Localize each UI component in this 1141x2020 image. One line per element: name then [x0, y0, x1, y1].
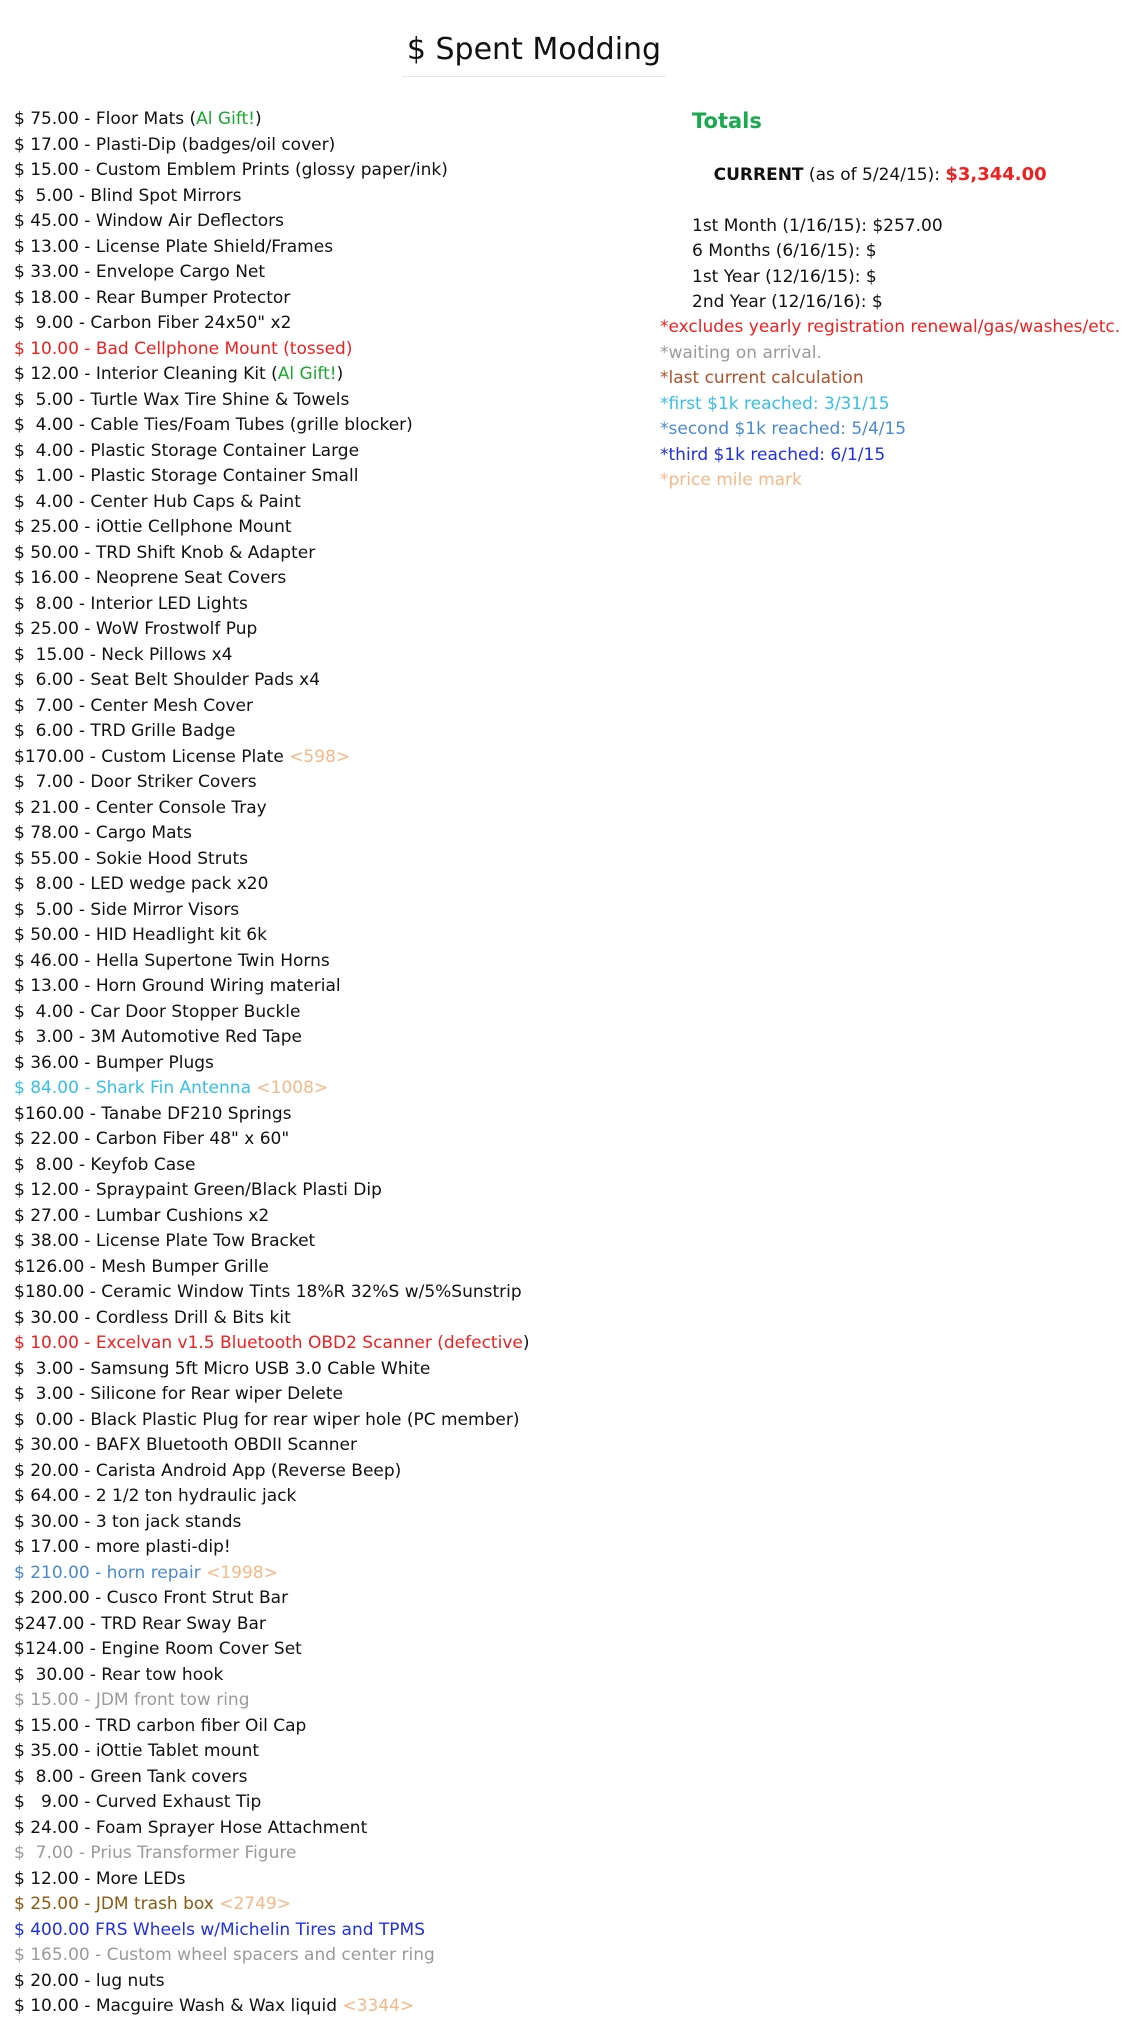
list-item-text: $ 6.00 - Seat Belt Shoulder Pads x4	[14, 670, 321, 690]
list-item	[14, 1535, 529, 1561]
list-item-text: $ 25.00 - WoW Frostwolf Pup	[14, 619, 258, 639]
list-item	[14, 439, 529, 465]
list-item	[14, 745, 529, 771]
list-item	[14, 311, 529, 337]
list-item-text: $ 12.00 - Spraypaint Green/Black Plasti Dip	[14, 1180, 382, 1200]
list-item	[14, 515, 529, 541]
list-item	[14, 1255, 529, 1281]
list-item-text: $ 3.00 - 3M Automotive Red Tape	[14, 1027, 302, 1047]
list-item-text: $ 7.00 - Door Striker Covers	[14, 772, 257, 792]
list-item-text: $ 35.00 - iOttie Tablet mount	[14, 1741, 260, 1761]
list-item	[14, 1892, 529, 1918]
list-item-text: $ 8.00 - Keyfob Case	[14, 1154, 196, 1175]
list-item-text: $ 13.00 - Horn Ground Wiring material	[14, 976, 341, 996]
list-item	[14, 1408, 529, 1434]
list-item-text: $ 3.00 - Silicone for Rear wiper Delete	[14, 1384, 343, 1404]
list-item	[14, 1357, 529, 1383]
list-item-text: $ 38.00 - License Plate Tow Bracket	[14, 1231, 316, 1251]
legend-notes	[660, 315, 1120, 494]
totals-heading: Totals	[692, 109, 762, 133]
list-item	[14, 1153, 529, 1179]
list-item	[14, 107, 529, 133]
list-item	[14, 490, 529, 516]
list-item-text: $ 10.00 - Excelvan v1.5 Bluetooth OBD2 Scanner (defective	[14, 1333, 523, 1353]
list-item-text: $ 30.00 - Rear tow hook	[14, 1664, 224, 1685]
list-item-text: $ 25.00 - JDM trash box	[14, 1894, 220, 1914]
list-item-text: $180.00 - Ceramic Window Tints 18%R 32%S w/5%Sunstrip	[14, 1282, 522, 1302]
list-item-text: $ 20.00 - lug nuts	[14, 1970, 165, 1991]
list-item-text: $ 78.00 - Cargo Mats	[14, 823, 193, 843]
list-item	[14, 1229, 529, 1255]
list-item-text: $ 8.00 - LED wedge pack x20	[14, 874, 269, 894]
list-item	[14, 235, 529, 261]
list-item-text: $ 30.00 - Cordless Drill & Bits kit	[14, 1307, 291, 1328]
list-item-text: $ 18.00 - Rear Bumper Protector	[14, 287, 291, 308]
list-item-annotation: <1008>	[256, 1078, 329, 1098]
list-item	[14, 1000, 529, 1026]
list-item	[14, 898, 529, 924]
list-item	[14, 592, 529, 618]
list-item	[14, 949, 529, 975]
list-item-text: $124.00 - Engine Room Cover Set	[14, 1639, 302, 1659]
list-item-text: $ 12.00 - More LEDs	[14, 1868, 186, 1889]
list-item-annotation: <2749>	[219, 1894, 292, 1914]
list-item	[14, 413, 529, 439]
list-item	[14, 388, 529, 414]
current-total-line	[692, 136, 1047, 214]
list-item	[14, 286, 529, 312]
totals-line: 6 Months (6/16/15): $	[692, 241, 877, 261]
list-item-text: $ 5.00 - Side Mirror Visors	[14, 899, 240, 920]
totals-panel	[692, 106, 1047, 316]
list-item-text: $ 25.00 - iOttie Cellphone Mount	[14, 517, 292, 537]
current-total-value: $3,344.00	[945, 163, 1047, 185]
list-item	[14, 821, 529, 847]
list-item	[14, 1714, 529, 1740]
list-item	[14, 1331, 529, 1357]
list-item-text: $ 400.00 FRS Wheels w/Michelin Tires and TPMS	[14, 1919, 426, 1940]
list-item	[14, 1765, 529, 1791]
list-item-text: $170.00 - Custom License Plate	[14, 746, 290, 767]
list-item	[14, 566, 529, 592]
list-item-text: $ 7.00 - Prius Transformer Figure	[14, 1843, 297, 1863]
page-title: $ Spent Modding	[402, 28, 666, 77]
list-item	[14, 796, 529, 822]
list-item	[14, 872, 529, 898]
list-item	[14, 1306, 529, 1332]
list-item-annotation: <598>	[289, 746, 351, 767]
list-item	[14, 1051, 529, 1077]
list-item-text: $ 33.00 - Envelope Cargo Net	[14, 262, 266, 282]
list-item	[14, 694, 529, 720]
list-item	[14, 1510, 529, 1536]
list-item	[14, 1790, 529, 1816]
list-item-text: $ 27.00 - Lumbar Cushions x2	[14, 1205, 270, 1226]
list-item	[14, 668, 529, 694]
list-item-text: $ 9.00 - Carbon Fiber 24x50" x2	[14, 313, 292, 333]
list-item	[14, 923, 529, 949]
legend-note: *price mile mark	[660, 470, 802, 490]
legend-note: *second $1k reached: 5/4/15	[660, 419, 907, 439]
list-item	[14, 643, 529, 669]
list-item-text: $ 210.00 - horn repair	[14, 1562, 207, 1583]
list-item-text: $ 6.00 - TRD Grille Badge	[14, 721, 236, 741]
list-item-text: $ 4.00 - Cable Ties/Foam Tubes (grille blocker)	[14, 415, 413, 435]
list-item	[14, 1484, 529, 1510]
totals-line: 2nd Year (12/16/16): $	[692, 292, 883, 312]
list-item-annotation: )	[336, 364, 344, 384]
list-item	[14, 1025, 529, 1051]
list-item-annotation: Al Gift!	[277, 364, 337, 384]
list-item	[14, 1663, 529, 1689]
list-item-annotation: Al Gift!	[196, 109, 255, 129]
list-item	[14, 1433, 529, 1459]
list-item-text: $ 22.00 - Carbon Fiber 48" x 60"	[14, 1129, 290, 1149]
legend-note: *third $1k reached: 6/1/15	[660, 444, 886, 465]
list-item	[14, 974, 529, 1000]
list-item-text: $ 3.00 - Samsung 5ft Micro USB 3.0 Cable White	[14, 1358, 431, 1379]
legend-note: *first $1k reached: 3/31/15	[660, 393, 890, 414]
list-item	[14, 1280, 529, 1306]
list-item	[14, 1867, 529, 1893]
list-item-text: $ 75.00 - Floor Mats (	[14, 109, 197, 129]
list-item	[14, 1637, 529, 1663]
list-item	[14, 1816, 529, 1842]
list-item	[14, 617, 529, 643]
list-item	[14, 1943, 529, 1969]
list-item-text: $ 21.00 - Center Console Tray	[14, 797, 267, 818]
list-item-text: $ 13.00 - License Plate Shield/Frames	[14, 236, 334, 257]
list-item-text: $ 9.00 - Curved Exhaust Tip	[14, 1792, 262, 1812]
list-item	[14, 1127, 529, 1153]
list-item-text: $ 4.00 - Center Hub Caps & Paint	[14, 491, 301, 512]
list-item-annotation: )	[255, 109, 262, 129]
list-item	[14, 158, 529, 184]
list-item-text: $ 7.00 - Center Mesh Cover	[14, 695, 253, 716]
list-item-text: $ 1.00 - Plastic Storage Container Small	[14, 466, 359, 486]
list-item	[14, 1969, 529, 1995]
expense-list	[14, 107, 529, 2020]
list-item	[14, 1382, 529, 1408]
list-item-annotation: <1998>	[206, 1562, 278, 1583]
list-item-text: $ 50.00 - TRD Shift Knob & Adapter	[14, 542, 316, 563]
list-item	[14, 337, 529, 363]
list-item	[14, 541, 529, 567]
list-item	[14, 464, 529, 490]
list-item-text: $ 36.00 - Bumper Plugs	[14, 1052, 214, 1073]
list-item-text: $ 50.00 - HID Headlight kit 6k	[14, 925, 267, 945]
legend-note: *excludes yearly registration renewal/gas/washes/etc.	[660, 317, 1121, 337]
list-item-text: $ 64.00 - 2 1/2 ton hydraulic jack	[14, 1486, 297, 1506]
list-item-text: $ 55.00 - Sokie Hood Struts	[14, 848, 248, 869]
list-item	[14, 1994, 529, 2020]
list-item-text: $ 8.00 - Green Tank covers	[14, 1766, 248, 1787]
list-item-text: $247.00 - TRD Rear Sway Bar	[14, 1613, 266, 1634]
list-item-text: $126.00 - Mesh Bumper Grille	[14, 1256, 269, 1277]
list-item-text: $ 5.00 - Blind Spot Mirrors	[14, 185, 242, 206]
list-item	[14, 1204, 529, 1230]
list-item-text: $ 15.00 - Custom Emblem Prints (glossy paper/ink)	[14, 160, 448, 180]
list-item-text: $ 20.00 - Carista Android App (Reverse Beep)	[14, 1460, 402, 1481]
list-item-annotation: <3344>	[342, 1996, 415, 2016]
list-item	[14, 770, 529, 796]
list-item-text: $ 4.00 - Plastic Storage Container Large	[14, 440, 360, 461]
list-item	[14, 209, 529, 235]
list-item	[14, 1459, 529, 1485]
list-item-text: $160.00 - Tanabe DF210 Springs	[14, 1103, 292, 1124]
list-item-text: $ 4.00 - Car Door Stopper Buckle	[14, 1001, 301, 1022]
list-item-text: $ 8.00 - Interior LED Lights	[14, 593, 248, 614]
list-item-text: $ 17.00 - Plasti-Dip (badges/oil cover)	[14, 134, 336, 155]
totals-line: 1st Month (1/16/15): $257.00	[692, 215, 943, 236]
list-item	[14, 719, 529, 745]
list-item-text: $ 46.00 - Hella Supertone Twin Horns	[14, 950, 330, 971]
list-item-text: $ 15.00 - TRD carbon fiber Oil Cap	[14, 1715, 307, 1736]
list-item	[14, 133, 529, 159]
list-item	[14, 184, 529, 210]
list-item-text: $ 45.00 - Window Air Deflectors	[14, 211, 284, 231]
list-item-text: $ 10.00 - Bad Cellphone Mount (tossed)	[14, 338, 353, 359]
list-item	[14, 1739, 529, 1765]
current-label: CURRENT	[713, 164, 804, 185]
list-item-text: $ 30.00 - 3 ton jack stands	[14, 1511, 242, 1532]
list-item-text: $ 165.00 - Custom wheel spacers and center ring	[14, 1945, 435, 1965]
list-item	[14, 1102, 529, 1128]
list-item-text: $ 0.00 - Black Plastic Plug for rear wiper hole (PC member)	[14, 1409, 520, 1430]
list-item	[14, 847, 529, 873]
list-item-text: $ 84.00 - Shark Fin Antenna	[14, 1078, 257, 1098]
list-item-annotation: )	[522, 1333, 530, 1353]
list-item-text: $ 15.00 - Neck Pillows x4	[14, 644, 233, 665]
list-item	[14, 1076, 529, 1102]
list-item	[14, 1586, 529, 1612]
list-item-text: $ 24.00 - Foam Sprayer Hose Attachment	[14, 1817, 368, 1838]
list-item	[14, 1841, 529, 1867]
list-item-text: $ 15.00 - JDM front tow ring	[14, 1690, 250, 1710]
legend-note: *last current calculation	[660, 368, 864, 388]
list-item-text: $ 16.00 - Neoprene Seat Covers	[14, 568, 287, 588]
list-item-text: $ 30.00 - BAFX Bluetooth OBDII Scanner	[14, 1435, 357, 1455]
totals-line: 1st Year (12/16/15): $	[692, 266, 877, 287]
list-item-text: $ 5.00 - Turtle Wax Tire Shine & Towels	[14, 389, 350, 410]
list-item	[14, 1178, 529, 1204]
list-item-text: $ 10.00 - Macguire Wash & Wax liquid	[14, 1996, 343, 2016]
list-item-text: $ 12.00 - Interior Cleaning Kit (	[14, 364, 278, 384]
list-item	[14, 1561, 529, 1587]
list-item	[14, 1688, 529, 1714]
current-note: (as of 5/24/15):	[803, 164, 946, 185]
list-item	[14, 260, 529, 286]
list-item	[14, 1918, 529, 1944]
legend-note: *waiting on arrival.	[660, 342, 822, 363]
list-item-text: $ 200.00 - Cusco Front Strut Bar	[14, 1588, 289, 1608]
list-item	[14, 1612, 529, 1638]
list-item	[14, 362, 529, 388]
list-item-text: $ 17.00 - more plasti-dip!	[14, 1537, 231, 1557]
